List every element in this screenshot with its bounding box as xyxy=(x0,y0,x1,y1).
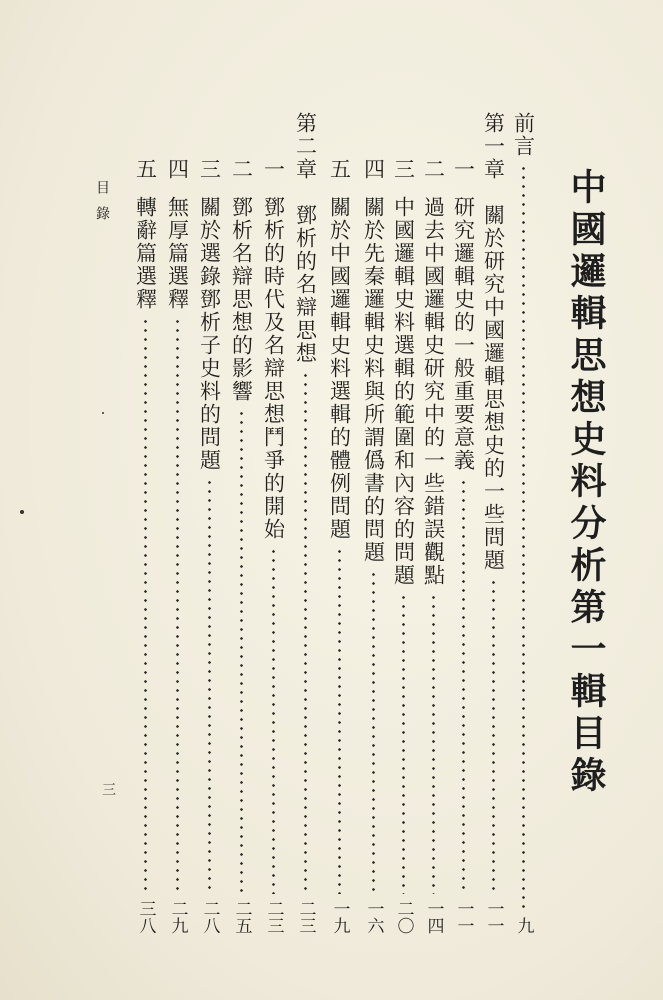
toc-entry-number: 二 xyxy=(229,158,254,179)
toc-entry-title: 鄧析名辯思想的影響 xyxy=(229,196,254,403)
toc-entry-number: 三 xyxy=(197,158,222,179)
toc-entry-page: 九 xyxy=(513,917,534,934)
toc-entry xyxy=(358,158,388,934)
toc-entry-number: 一 xyxy=(451,158,476,179)
toc-entry-title: 過去中國邏輯史研究中的一些錯誤觀點 xyxy=(421,196,446,587)
dot-leader xyxy=(144,317,147,894)
dot-leader xyxy=(402,593,405,894)
toc-entry-title: 中國邏輯史料選輯的範圍和內容的問題 xyxy=(391,196,416,587)
toc-entry-number: 二 xyxy=(421,158,446,179)
toc-entry-page: 一一 xyxy=(483,900,504,934)
toc-entry-preface xyxy=(508,112,538,934)
dot-leader xyxy=(432,593,435,894)
ink-speck xyxy=(102,412,104,414)
page-title: 中國邏輯思想史料分析第一輯目錄 xyxy=(565,168,607,798)
toc-entry-page: 二〇 xyxy=(393,900,414,934)
toc-entry-title: 關於中國邏輯史料選輯的體例問題 xyxy=(327,196,352,541)
toc-entry xyxy=(258,158,288,934)
toc-entry-page: 二五 xyxy=(231,900,252,934)
toc-entry xyxy=(448,158,478,934)
dot-leader xyxy=(522,164,525,911)
toc-entry-page: 一四 xyxy=(423,900,444,934)
toc-entry xyxy=(194,158,224,934)
dot-leader xyxy=(272,547,275,894)
running-head: 目錄 xyxy=(94,180,110,232)
toc-entry-page: 二八 xyxy=(199,900,220,934)
toc-entry-page: 二三 xyxy=(263,900,284,934)
toc-entry-number: 一 xyxy=(261,158,286,179)
dot-leader xyxy=(304,371,307,894)
toc-entry xyxy=(226,158,256,934)
toc-entry-title: 關於選錄鄧析子史料的問題 xyxy=(197,196,222,472)
toc-entry-title: 無厚篇選釋 xyxy=(165,196,190,311)
toc-entry-title: 第一章 關於研究中國邏輯思想史的一些問題 xyxy=(481,112,506,572)
toc-entry-title: 關於先秦邏輯史料與所謂僞書的問題 xyxy=(361,196,386,564)
toc-entry-number: 四 xyxy=(361,158,386,179)
dot-leader xyxy=(492,578,495,894)
page-folio: 三 xyxy=(100,782,116,796)
toc-entry-chapter-2 xyxy=(290,112,320,934)
toc-entry-chapter-1 xyxy=(478,112,508,934)
toc-entry-title: 鄧析的時代及名辯思想鬥爭的開始 xyxy=(261,196,286,541)
toc-entry xyxy=(418,158,448,934)
toc-entry-number: 四 xyxy=(165,158,190,179)
toc-entry-page: 二三 xyxy=(295,900,316,934)
dot-leader xyxy=(208,478,211,894)
dot-leader xyxy=(338,547,341,894)
toc-entry-title: 研究邏輯史的一般重要意義 xyxy=(451,196,476,472)
toc-entry xyxy=(130,158,160,934)
toc-entry-number: 五 xyxy=(133,158,158,179)
dot-leader xyxy=(240,409,243,894)
toc-entry-page: 二九 xyxy=(167,900,188,934)
toc-entry-page: 一一 xyxy=(453,900,474,934)
toc-entry-title: 轉辭篇選釋 xyxy=(133,196,158,311)
toc-entry-page: 一六 xyxy=(363,900,384,934)
toc-entry-page: 一九 xyxy=(329,900,350,934)
dot-leader xyxy=(176,317,179,894)
toc-entry-title: 第二章 鄧析的名辯思想 xyxy=(293,112,318,365)
dot-leader xyxy=(462,478,465,894)
toc-entry-page: 三八 xyxy=(135,900,156,934)
toc-entry xyxy=(162,158,192,934)
toc-entry-number: 三 xyxy=(391,158,416,179)
toc-entry xyxy=(324,158,354,934)
toc-entry-title: 前言 xyxy=(511,112,536,158)
ink-speck xyxy=(20,510,24,514)
toc-entry-number: 五 xyxy=(327,158,352,179)
toc-entry xyxy=(388,158,418,934)
dot-leader xyxy=(372,570,375,894)
